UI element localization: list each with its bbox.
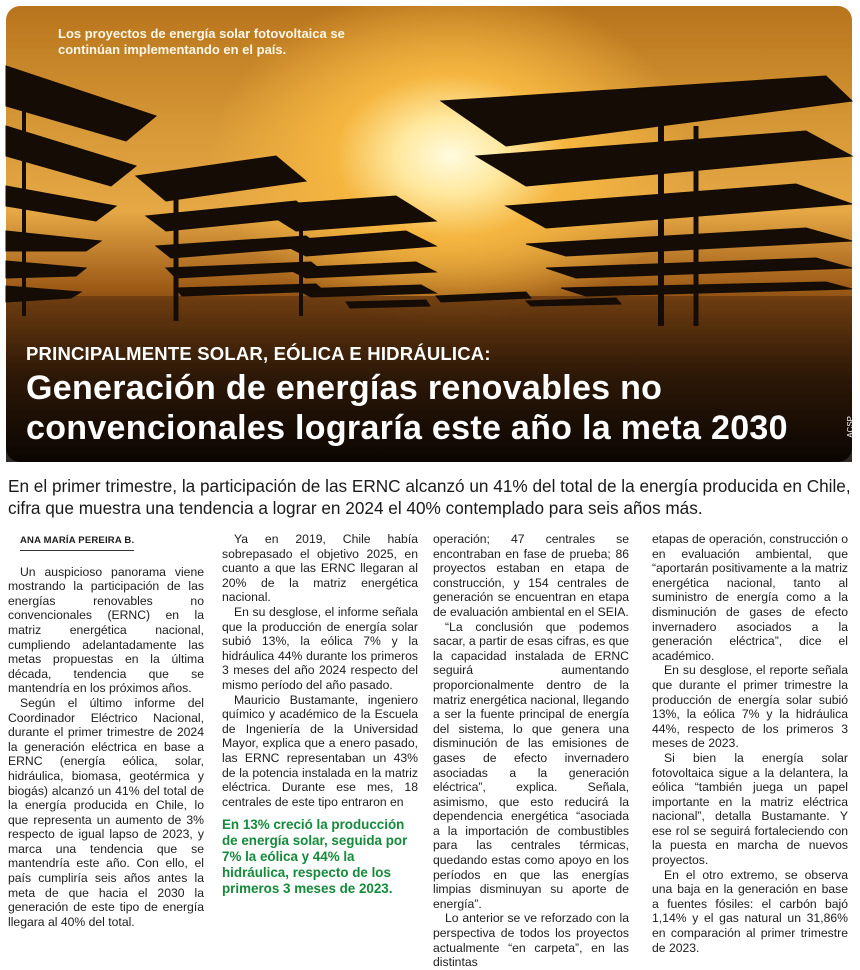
paragraph: Según el último informe del Coordinador Eléctrico Nacional, durante el primer trimestre de 2024 la generación eléctrica en base a ERNC (energía eólica, solar, hidráulica, biomasa, geotérmica y biogás) alcanzó un 41% del total de la energía producida en Chile, lo que representa un aumento de 3% respecto de igual lapso de 2023, y marca una tendencia que se mantendría este año. Con ello, el país cumpliría seis años antes la meta de que hacia el 2030 la generación de este tipo de energía llegara al 40% del total. bbox=[8, 695, 204, 929]
column-4 bbox=[652, 532, 848, 955]
article-headline: Generación de energías renovables no convencionales lograría este año la meta 2030 bbox=[26, 369, 788, 447]
paragraph: Si bien la energía solar fotovoltaica sigue a la delantera, la eólica “también juega un papel importante en la matriz eléctrica nacional”, detalla Bustamante. Y ese rol se seguirá fortaleciendo con la puesta en marcha de nuevos proyectos. bbox=[652, 750, 848, 868]
column-1 bbox=[8, 532, 204, 929]
paragraph: En su desglose, el reporte señala que durante el primer trimestre la producción de energía solar subió 13%, la eólica 7% y la hidráulica 44%, respecto de los primeros 3 meses de 2023. bbox=[652, 663, 848, 751]
column-2 bbox=[222, 532, 418, 897]
paragraph: Lo anterior se ve reforzado con la perspectiva de todos los proyectos actualmente “en carpeta”, en las distintas bbox=[433, 911, 629, 970]
hero-photo bbox=[6, 6, 855, 462]
article-lead: En el primer trimestre, la participación de las ERNC alcanzó un 41% del total de la energía producida en Chile, cifra que muestra una tendencia a lograr en 2024 el 40% contemplado para seis años más. bbox=[8, 476, 851, 518]
paragraph: Ya en 2019, Chile había sobrepasado el objetivo 2025, en cuanto a que las ERNC llegaran al 20% de la matriz energética nacional. bbox=[222, 532, 418, 605]
paragraph: operación; 47 centrales se encontraban en fase de prueba; 86 proyectos estaban en etapa de construcción, y 154 centrales de generación se encuentran en etapa de evaluación ambiental en el SEIA. bbox=[433, 532, 629, 619]
paragraph: En su desglose, el informe señala que la producción de energía solar subió 13%, la eólica 7% y la hidráulica 44% durante los primeros 3 meses del año 2024 respecto del mismo período del año pasado. bbox=[222, 604, 418, 692]
paragraph: Mauricio Bustamante, ingeniero químico y académico de la Escuela de Ingeniería de la Universidad Mayor, explica que a enero pasado, las ERNC representaban un 43% de la potencia instalada en la matriz eléctrica. Durante ese mes, 18 centrales de este tipo entraron en bbox=[222, 692, 418, 809]
byline: ANA MARÍA PEREIRA B. bbox=[20, 534, 134, 551]
paragraph: Un auspicioso panorama viene mostrando la participación de las energías renovables no convencionales (ERNC) en la matriz energética nacional, cumpliendo adelantadamente las metas propuestas en la última década, tendencia que se mantendría en los próximos años. bbox=[8, 564, 204, 696]
column-3 bbox=[433, 532, 629, 970]
paragraph: etapas de operación, construcción o en evaluación ambiental, que “aportarán positivamente a la matriz energética nacional, tanto al suministro de energía como a la disminución de gases de efecto invernadero asociados a la generación eléctrica”, dice el académico. bbox=[652, 532, 848, 663]
paragraph: En el otro extremo, se observa una baja en la generación en base a fuentes fósiles: el carbón bajó 1,14% y el gas natural un 31,86% en comparación al primer trimestre de 2023. bbox=[652, 867, 848, 955]
photo-caption: Los proyectos de energía solar fotovoltaica se continúan implementando en el país. bbox=[58, 26, 345, 57]
paragraph: “La conclusión que podemos sacar, a partir de esas cifras, es que la capacidad instalada de ERNC seguirá aumentando proporcionalmente dentro de la matriz energética nacional, llegando a ser la fuente principal de energía del sistema, lo que genera una disminución de las emisiones de gases de efecto invernadero asociadas a la generación eléctrica”, explica. Señala, asimismo, que esto reducirá la dependencia energética “asociada a la importación de combustibles para las centrales térmicas, quedando estas como apoyo en los períodos en que las energías limpias disminuyan su aporte de energía”. bbox=[433, 619, 629, 911]
article-kicker: PRINCIPALMENTE SOLAR, EÓLICA E HIDRÁULICA: bbox=[26, 343, 491, 364]
photo-credit: ACSP bbox=[846, 416, 855, 438]
pull-quote: En 13% creció la producción de energía solar, seguida por 7% la eólica y 44% la hidráulica, respecto de los primeros 3 meses de 2023. bbox=[222, 817, 408, 897]
